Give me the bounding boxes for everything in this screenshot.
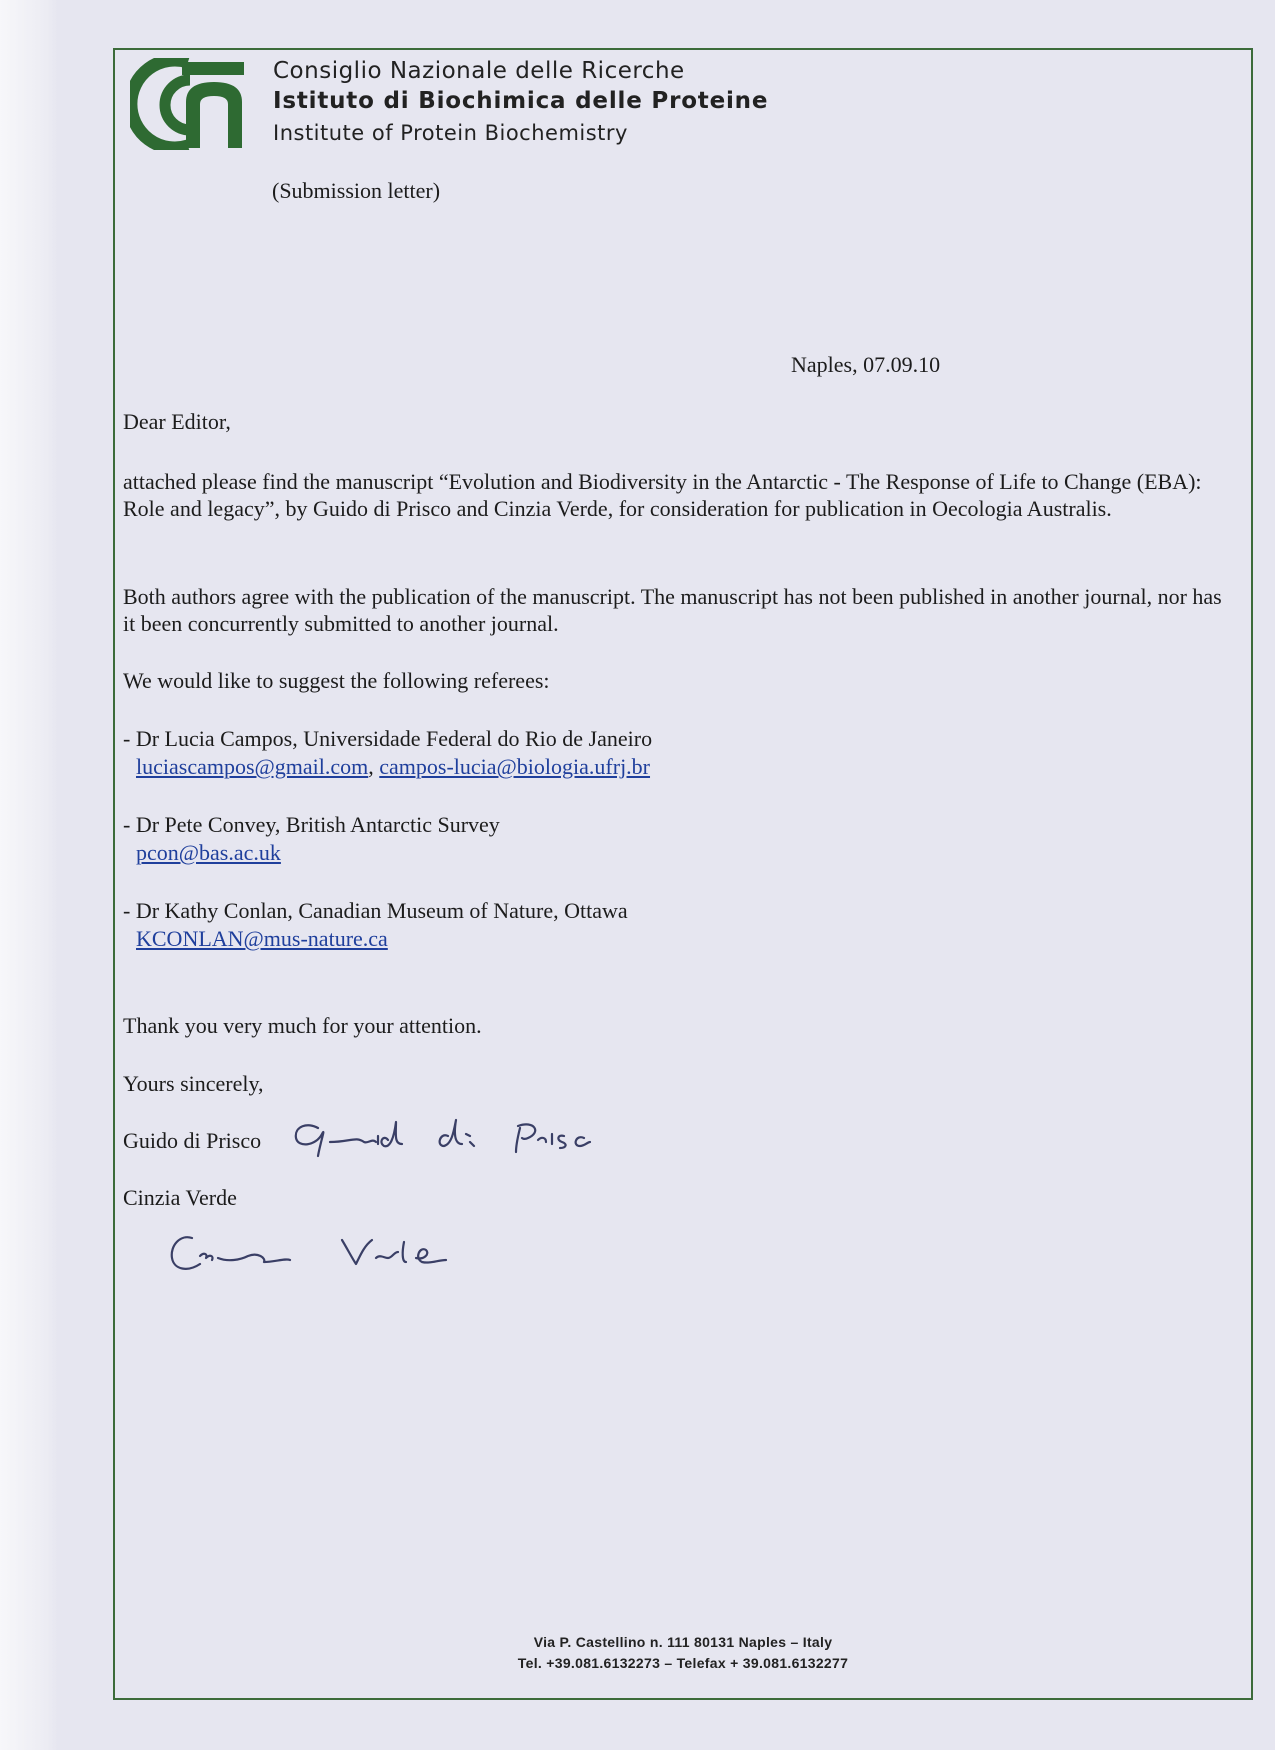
logo-arch xyxy=(186,82,242,148)
referee-2-name: - Dr Pete Convey, British Antarctic Survey xyxy=(123,812,500,837)
referee-1-emails xyxy=(136,753,650,780)
institute-name-en: Institute of Protein Biochemistry xyxy=(273,121,628,145)
signatory-2-name: Cinzia Verde xyxy=(123,1185,237,1210)
footer-phone: Tel. +39.081.6132273 – Telefax + 39.081.6132277 xyxy=(517,1655,849,1671)
thanks-line: Thank you very much for your attention. xyxy=(123,1013,482,1038)
referee-3-name: - Dr Kathy Conlan, Canadian Museum of Nature, Ottawa xyxy=(123,898,628,923)
signatory-1-name: Guido di Prisco xyxy=(123,1128,262,1153)
letter-border xyxy=(113,48,1253,1700)
referee-1-email-link-1[interactable]: luciascampos@gmail.com xyxy=(136,754,369,779)
footer-address: Via P. Castellino n. 111 80131 Naples – Italy xyxy=(533,1634,833,1650)
signature-cinzia-verde xyxy=(166,1228,476,1278)
institute-name: Istituto di Biochimica delle Proteine xyxy=(273,88,769,114)
closing-line: Yours sincerely, xyxy=(123,1071,264,1096)
referee-1-name: - Dr Lucia Campos, Universidade Federal do Rio de Janeiro xyxy=(123,726,653,751)
referee-3-email-link[interactable]: KCONLAN@mus-nature.ca xyxy=(136,926,388,951)
letter-heading: (Submission letter) xyxy=(272,178,441,203)
page-edge-shadow xyxy=(0,0,58,1750)
referee-1-email-link-2[interactable]: campos-lucia@biologia.ufrj.br xyxy=(379,754,651,779)
paragraph-manuscript: attached please find the manuscript “Evolution and Biodiversity in the Antarctic - The Response of Life to Change (EBA): Role and legacy”, by Guido di Prisco and Cinzia Verde, for consideration for publication in Oecologia Australis. xyxy=(123,469,1202,521)
greeting: Dear Editor, xyxy=(123,409,231,434)
email-separator: , xyxy=(368,754,380,779)
signature-guido-di-prisco xyxy=(290,1112,615,1168)
referee-2-emails xyxy=(136,839,281,866)
paragraph-agreement: Both authors agree with the publication of the manuscript. The manuscript has not been published in another journal, nor has it been concurrently submitted to another journal. xyxy=(123,584,1222,636)
org-name: Consiglio Nazionale delle Ricerche xyxy=(273,58,685,84)
logo-top-bar xyxy=(182,62,244,75)
letter-date: Naples, 07.09.10 xyxy=(791,352,941,377)
referee-3-emails xyxy=(136,925,388,952)
logo-outer-ring xyxy=(131,60,188,148)
cnr-logo xyxy=(130,58,248,150)
referee-2-email-link[interactable]: pcon@bas.ac.uk xyxy=(136,840,281,865)
paragraph-referees-intro: We would like to suggest the following referees: xyxy=(123,668,550,693)
